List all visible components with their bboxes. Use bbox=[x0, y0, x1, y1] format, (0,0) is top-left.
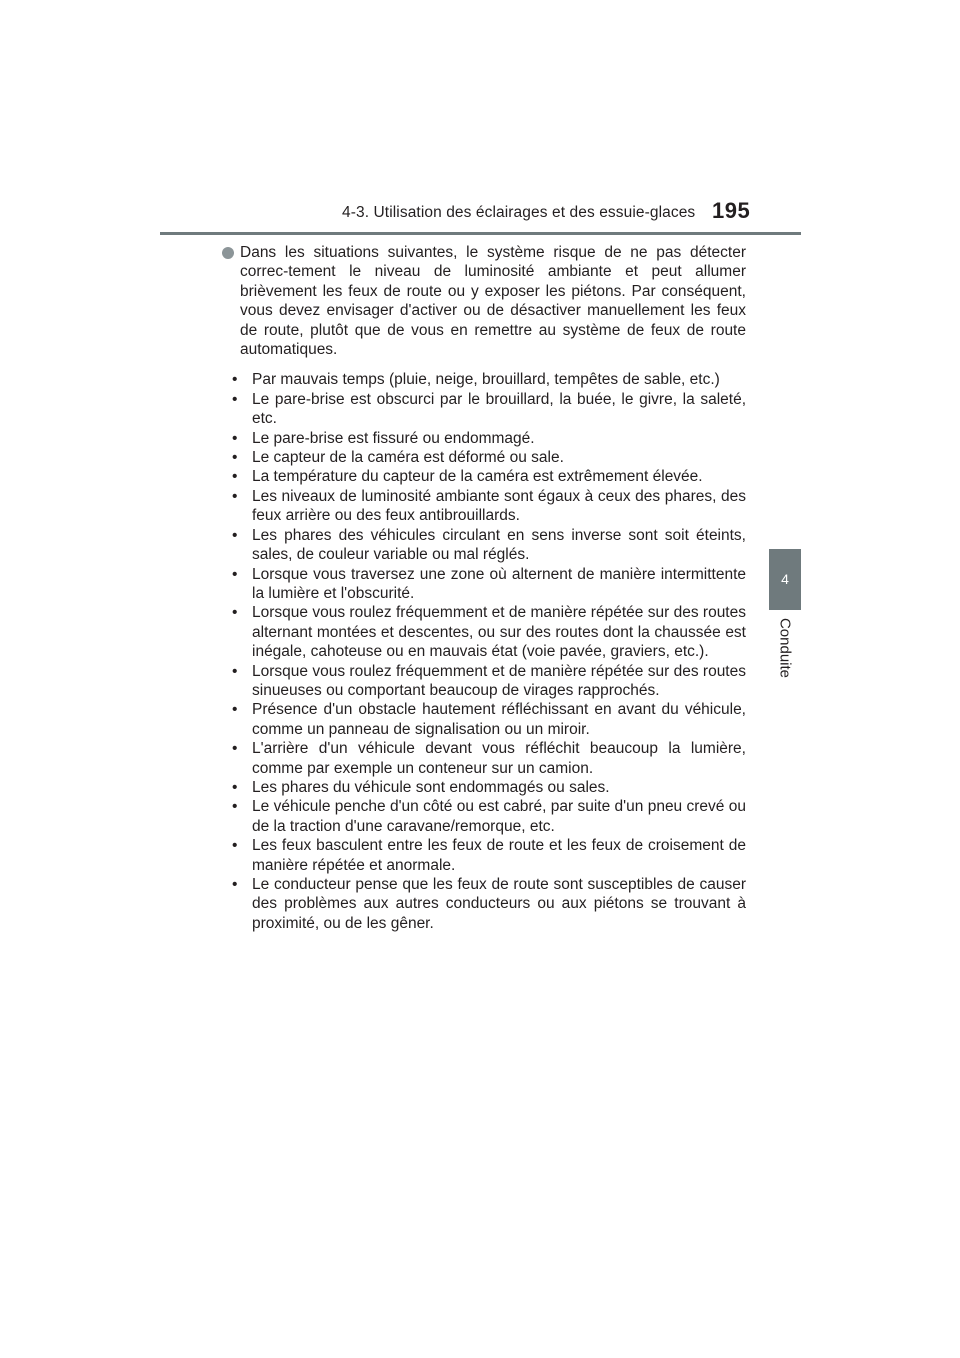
list-item bbox=[232, 797, 746, 836]
bullet-marker: • bbox=[232, 371, 238, 389]
page-number: 195 bbox=[712, 198, 751, 223]
list-item-text: L'arrière d'un véhicule devant vous réfléchit beaucoup la lumière, comme par exemple un conteneur sur un camion. bbox=[252, 740, 746, 777]
list-item-text: Les phares des véhicules circulant en sens inverse sont soit éteints, sales, de couleur variable ou mal réglés. bbox=[252, 526, 746, 564]
list-item bbox=[232, 565, 746, 604]
bullet-marker: • bbox=[232, 429, 238, 447]
list-item bbox=[232, 700, 746, 739]
list-item bbox=[232, 390, 746, 429]
bullet-marker: • bbox=[232, 701, 238, 719]
list-item-text: Les phares du véhicule sont endommagés ou sales. bbox=[252, 778, 610, 796]
chapter-number: 4 bbox=[781, 571, 789, 587]
list-item bbox=[232, 448, 746, 467]
list-item-text: Le pare-brise est fissuré ou endommagé. bbox=[252, 429, 535, 447]
list-item bbox=[232, 603, 746, 661]
list-item-text: Le véhicule penche d'un côté ou est cabré, par suite d'un pneu crevé ou de la traction d'une caravane/remorque, etc. bbox=[252, 798, 746, 835]
list-item-text: Le conducteur pense que les feux de route sont susceptibles de causer des problèmes aux autres conducteurs ou aux piétons se trouvant à proximité, ou de les gêner. bbox=[252, 876, 746, 932]
list-item-text: Le pare-brise est obscurci par le brouillard, la buée, le givre, la saleté, etc. bbox=[252, 390, 746, 428]
list-item bbox=[232, 836, 746, 875]
section-title: 4-3. Utilisation des éclairages et des essuie-glaces bbox=[342, 204, 696, 221]
bullet-marker: • bbox=[232, 662, 238, 680]
bullet-marker: • bbox=[232, 468, 238, 486]
round-bullet-icon bbox=[222, 247, 234, 259]
bullet-marker: • bbox=[232, 449, 238, 467]
list-item-text: Par mauvais temps (pluie, neige, brouillard, tempêtes de sable, etc.) bbox=[252, 371, 720, 389]
bullet-marker: • bbox=[232, 837, 238, 855]
list-item-text: Les feux basculent entre les feux de route et les feux de croisement de manière répétée et anormale. bbox=[252, 837, 746, 874]
bullet-marker: • bbox=[232, 390, 238, 408]
list-item-text: Lorsque vous traversez une zone où alternent de manière intermittente la lumière et l'obscurité. bbox=[252, 565, 746, 602]
list-item-text: Présence d'un obstacle hautement réfléchissant en avant du véhicule, comme un panneau de signalisation ou un miroir. bbox=[252, 701, 746, 738]
list-item bbox=[232, 487, 746, 526]
list-item-text: Le capteur de la caméra est déformé ou sale. bbox=[252, 449, 564, 467]
list-item-text: Lorsque vous roulez fréquemment et de manière répétée sur des routes alternant montées et descentes, ou sur des routes dont la chaussée est inégale, cahoteuse ou en mauvais état (voie pavée, graviers, etc.). bbox=[252, 604, 746, 661]
list-item-text: Les niveaux de luminosité ambiante sont égaux à ceux des phares, des feux arrière ou des feux antibrouillards. bbox=[252, 487, 746, 525]
header-divider bbox=[160, 232, 801, 235]
bullet-marker: • bbox=[232, 740, 238, 758]
bullet-marker: • bbox=[232, 604, 238, 622]
list-item bbox=[232, 467, 746, 486]
list-item bbox=[232, 526, 746, 565]
list-item bbox=[232, 778, 746, 797]
bullet-marker: • bbox=[232, 565, 238, 583]
list-item bbox=[232, 370, 746, 389]
bullet-marker: • bbox=[232, 526, 238, 544]
bullet-marker: • bbox=[232, 778, 238, 796]
bullet-marker: • bbox=[232, 487, 238, 505]
list-item-text: Lorsque vous roulez fréquemment et de manière répétée sur des routes sinueuses ou comportant beaucoup de virages rapprochés. bbox=[252, 662, 746, 699]
list-item bbox=[232, 739, 746, 778]
list-item bbox=[232, 662, 746, 701]
list-item bbox=[232, 429, 746, 448]
intro-paragraph bbox=[222, 243, 746, 359]
chapter-label: Conduite bbox=[776, 617, 794, 679]
main-content bbox=[222, 243, 746, 933]
conditions-list bbox=[222, 370, 746, 933]
chapter-tab bbox=[769, 549, 801, 610]
intro-text: Dans les situations suivantes, le système risque de ne pas détecter correc-tement le niveau de luminosité ambiante et peut allumer brièvement les feux de route ou y exposer les piétons. Par conséquent, vous devez envisager d'activer ou de désactiver manuellement les feux de route, plutôt que de vous en remettre au système de feux de route automatiques. bbox=[240, 244, 746, 359]
bullet-marker: • bbox=[232, 876, 238, 893]
list-item bbox=[232, 875, 746, 933]
bullet-marker: • bbox=[232, 798, 238, 816]
list-item-text: La température du capteur de la caméra est extrêmement élevée. bbox=[252, 468, 703, 486]
